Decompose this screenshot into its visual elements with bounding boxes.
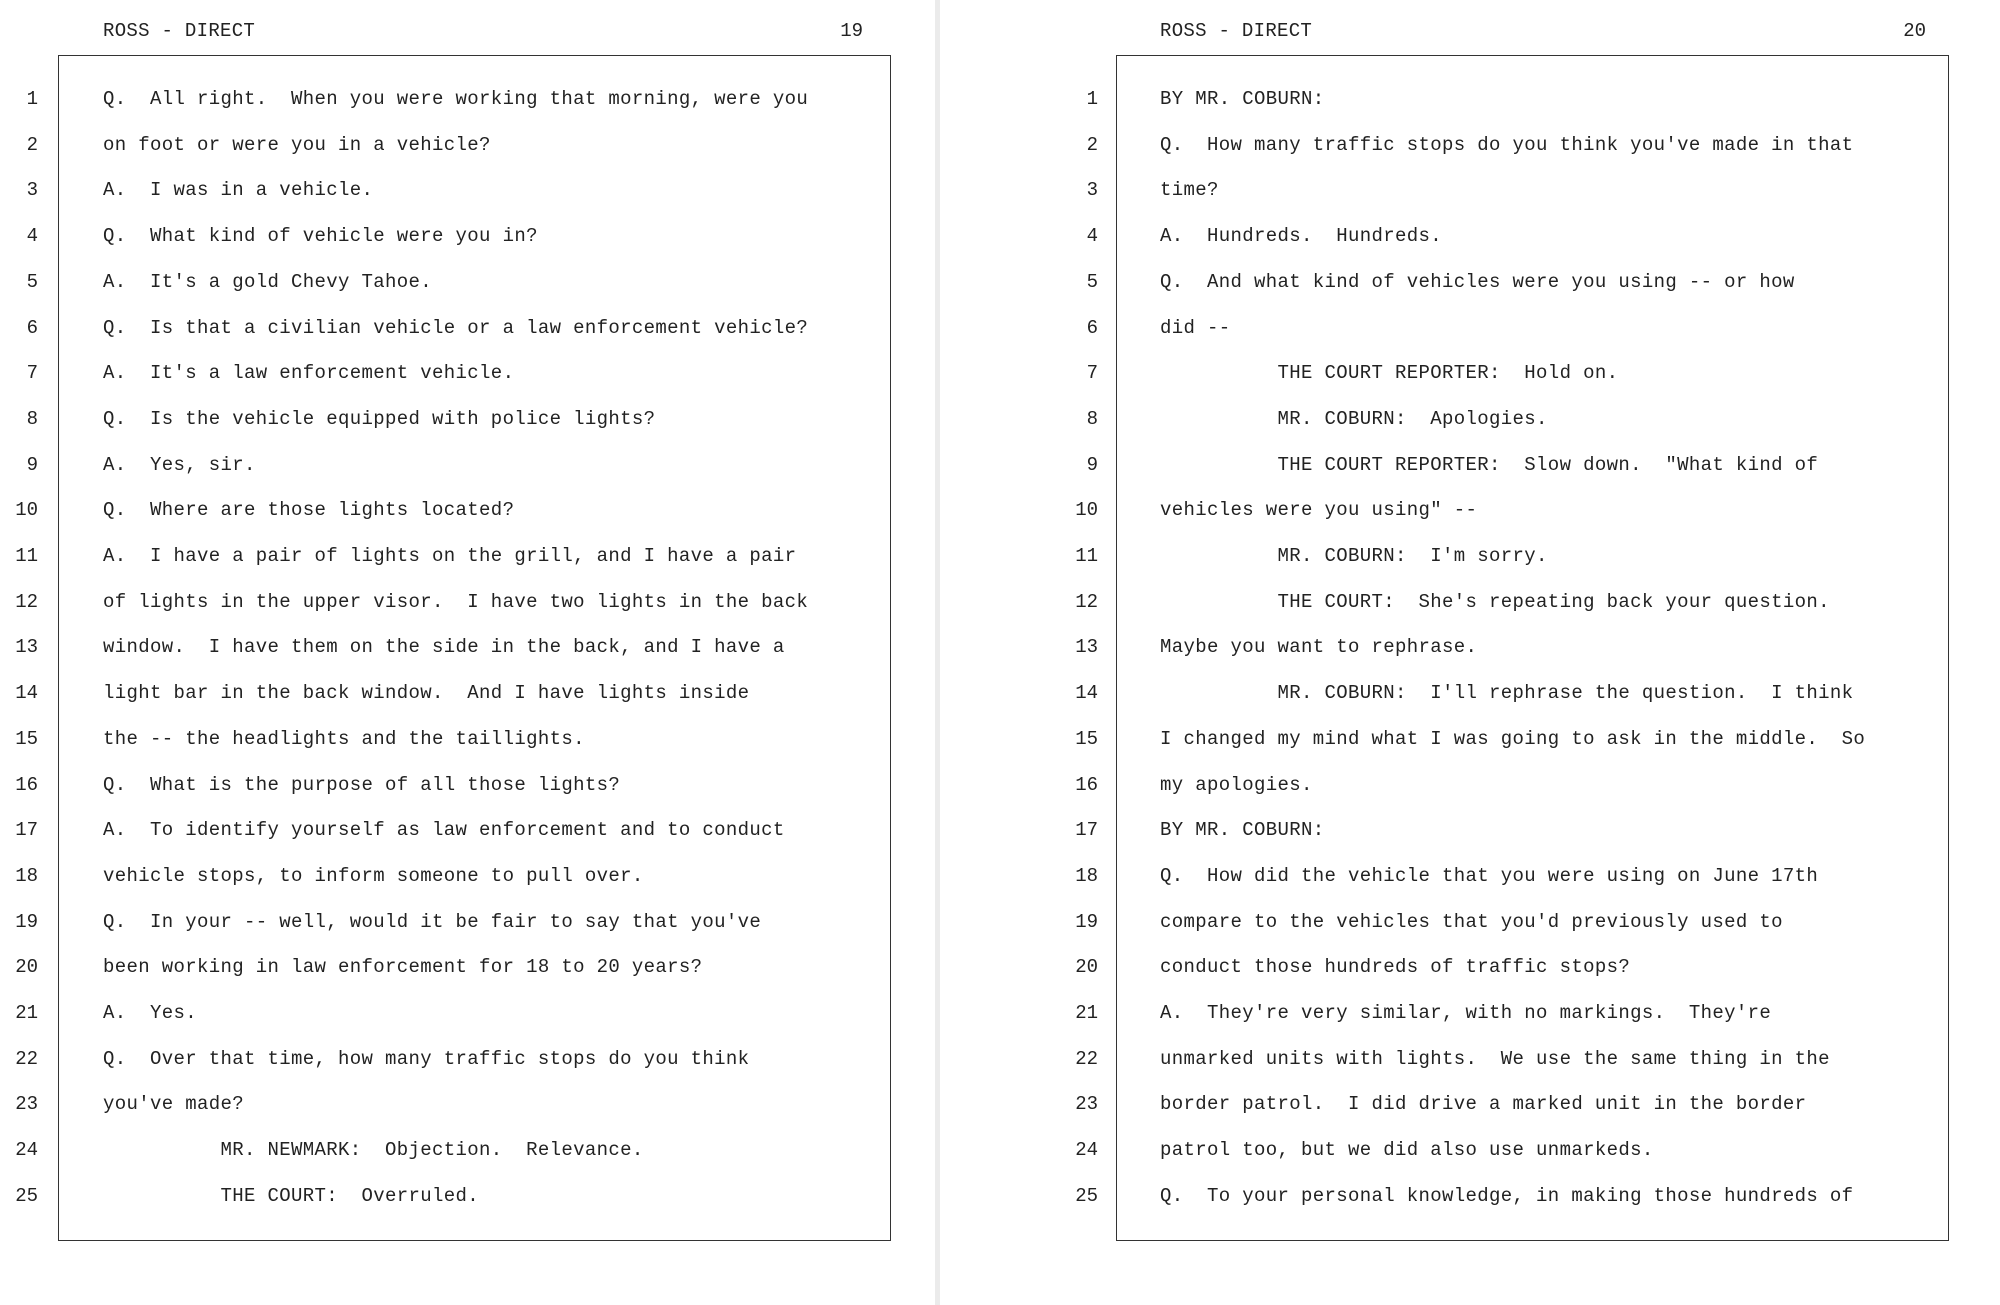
transcript-line: Q. To your personal knowledge, in making those hundreds of — [1160, 1185, 1854, 1207]
transcript-line: Q. Where are those lights located? — [103, 499, 515, 521]
transcript-line: Q. How did the vehicle that you were using on June 17th — [1160, 865, 1819, 887]
transcript-line: compare to the vehicles that you'd previously used to — [1160, 911, 1783, 933]
transcript-line: Q. And what kind of vehicles were you using -- or how — [1160, 271, 1795, 293]
transcript-line: A. They're very similar, with no markings. They're — [1160, 1002, 1772, 1024]
line-number: 24 — [15, 1139, 38, 1161]
line-number: 22 — [15, 1048, 38, 1070]
line-number: 17 — [15, 819, 38, 841]
transcript-line: Q. Is that a civilian vehicle or a law enforcement vehicle? — [103, 317, 809, 339]
line-number: 7 — [26, 362, 38, 384]
line-number: 22 — [1075, 1048, 1098, 1070]
transcript-page-20 — [940, 0, 2000, 1305]
line-number: 6 — [1086, 317, 1098, 339]
line-number: 16 — [15, 774, 38, 796]
line-number: 18 — [15, 865, 38, 887]
line-number: 15 — [1075, 728, 1098, 750]
line-number: 5 — [1086, 271, 1098, 293]
line-number: 24 — [1075, 1139, 1098, 1161]
transcript-line: on foot or were you in a vehicle? — [103, 134, 491, 156]
line-number: 3 — [26, 179, 38, 201]
line-number: 14 — [15, 682, 38, 704]
transcript-line: the -- the headlights and the taillights. — [103, 728, 585, 750]
transcript-line: BY MR. COBURN: — [1160, 88, 1325, 110]
transcript-line: A. It's a gold Chevy Tahoe. — [103, 271, 433, 293]
line-number: 23 — [15, 1093, 38, 1115]
line-number: 12 — [15, 591, 38, 613]
transcript-line: THE COURT REPORTER: Slow down. "What kind of — [1160, 454, 1819, 476]
line-number: 13 — [15, 636, 38, 658]
transcript-line: A. Hundreds. Hundreds. — [1160, 225, 1443, 247]
line-number: 2 — [26, 134, 38, 156]
transcript-line: A. I was in a vehicle. — [103, 179, 374, 201]
transcript-line: A. Yes. — [103, 1002, 198, 1024]
page-header-number: 20 — [1903, 20, 1926, 42]
transcript-line: BY MR. COBURN: — [1160, 819, 1325, 841]
line-number: 7 — [1086, 362, 1098, 384]
transcript-line: I changed my mind what I was going to ask in the middle. So — [1160, 728, 1866, 750]
line-number: 6 — [26, 317, 38, 339]
line-number: 4 — [1086, 225, 1098, 247]
line-number: 18 — [1075, 865, 1098, 887]
line-number: 25 — [15, 1185, 38, 1207]
transcript-line: unmarked units with lights. We use the same thing in the — [1160, 1048, 1830, 1070]
line-number: 19 — [1075, 911, 1098, 933]
line-number: 8 — [1086, 408, 1098, 430]
line-number: 19 — [15, 911, 38, 933]
transcript-line: THE COURT REPORTER: Hold on. — [1160, 362, 1619, 384]
transcript-line: Q. What is the purpose of all those lights? — [103, 774, 621, 796]
line-number: 9 — [1086, 454, 1098, 476]
transcript-line: MR. COBURN: I'll rephrase the question. I think — [1160, 682, 1854, 704]
transcript-line: border patrol. I did drive a marked unit in the border — [1160, 1093, 1807, 1115]
transcript-line: Q. What kind of vehicle were you in? — [103, 225, 538, 247]
line-number: 17 — [1075, 819, 1098, 841]
transcript-line: vehicle stops, to inform someone to pull over. — [103, 865, 644, 887]
page-header-title: ROSS - DIRECT — [103, 20, 256, 42]
line-number: 23 — [1075, 1093, 1098, 1115]
line-number: 1 — [26, 88, 38, 110]
transcript-line: A. It's a law enforcement vehicle. — [103, 362, 515, 384]
transcript-line: THE COURT: Overruled. — [103, 1185, 480, 1207]
transcript-line: of lights in the upper visor. I have two lights in the back — [103, 591, 809, 613]
transcript-line: time? — [1160, 179, 1219, 201]
transcript-page-19 — [0, 0, 935, 1305]
line-number: 20 — [15, 956, 38, 978]
transcript-line: been working in law enforcement for 18 to 20 years? — [103, 956, 703, 978]
line-number: 15 — [15, 728, 38, 750]
line-number: 10 — [15, 499, 38, 521]
line-number: 2 — [1086, 134, 1098, 156]
transcript-line: MR. COBURN: Apologies. — [1160, 408, 1548, 430]
line-number: 16 — [1075, 774, 1098, 796]
transcript-line: MR. COBURN: I'm sorry. — [1160, 545, 1548, 567]
page-header-title: ROSS - DIRECT — [1160, 20, 1313, 42]
transcript-line: Q. All right. When you were working that morning, were you — [103, 88, 809, 110]
line-number: 4 — [26, 225, 38, 247]
transcript-line: MR. NEWMARK: Objection. Relevance. — [103, 1139, 644, 1161]
transcript-line: you've made? — [103, 1093, 245, 1115]
transcript-line: Q. Is the vehicle equipped with police lights? — [103, 408, 656, 430]
transcript-line: my apologies. — [1160, 774, 1313, 796]
line-number: 12 — [1075, 591, 1098, 613]
line-number: 3 — [1086, 179, 1098, 201]
line-number: 25 — [1075, 1185, 1098, 1207]
transcript-line: vehicles were you using" -- — [1160, 499, 1478, 521]
transcript-line: patrol too, but we did also use unmarkeds. — [1160, 1139, 1654, 1161]
transcript-line: THE COURT: She's repeating back your question. — [1160, 591, 1830, 613]
line-number: 21 — [1075, 1002, 1098, 1024]
transcript-line: A. I have a pair of lights on the grill, and I have a pair — [103, 545, 797, 567]
line-number: 11 — [15, 545, 38, 567]
transcript-line: A. Yes, sir. — [103, 454, 256, 476]
line-number: 10 — [1075, 499, 1098, 521]
page-header-number: 19 — [840, 20, 863, 42]
line-number: 9 — [26, 454, 38, 476]
transcript-line: did -- — [1160, 317, 1231, 339]
line-number: 14 — [1075, 682, 1098, 704]
line-number: 1 — [1086, 88, 1098, 110]
transcript-line: Q. In your -- well, would it be fair to say that you've — [103, 911, 762, 933]
line-number: 11 — [1075, 545, 1098, 567]
line-number: 5 — [26, 271, 38, 293]
transcript-line: Maybe you want to rephrase. — [1160, 636, 1478, 658]
transcript-line: window. I have them on the side in the back, and I have a — [103, 636, 785, 658]
line-number: 13 — [1075, 636, 1098, 658]
line-number: 20 — [1075, 956, 1098, 978]
transcript-line: Q. Over that time, how many traffic stops do you think — [103, 1048, 750, 1070]
transcript-line: A. To identify yourself as law enforcement and to conduct — [103, 819, 785, 841]
transcript-line: light bar in the back window. And I have lights inside — [103, 682, 750, 704]
line-number: 8 — [26, 408, 38, 430]
transcript-line: Q. How many traffic stops do you think you've made in that — [1160, 134, 1854, 156]
transcript-line: conduct those hundreds of traffic stops? — [1160, 956, 1631, 978]
line-number: 21 — [15, 1002, 38, 1024]
